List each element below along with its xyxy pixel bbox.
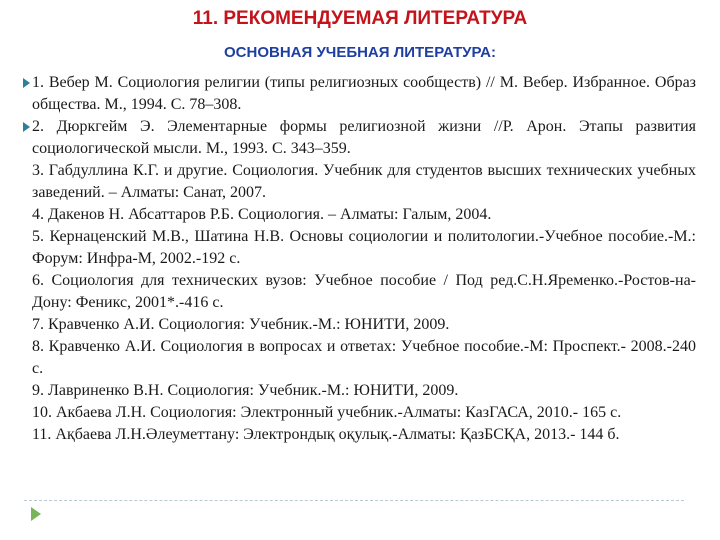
bullet-icon bbox=[23, 78, 30, 88]
reference-item bbox=[32, 72, 696, 116]
reference-item: 8. Кравченко А.И. Социология в вопросах и ответах: Учебное пособие.-М: Проспект.- 2008.-240 с. bbox=[32, 338, 696, 377]
slide-title: 11. РЕКОМЕНДУЕМАЯ ЛИТЕРАТУРА bbox=[192, 8, 528, 29]
section-subtitle: ОСНОВНАЯ УЧЕБНАЯ ЛИТЕРАТУРА: bbox=[224, 44, 496, 61]
reference-item: 9. Лавриненко В.Н. Социология: Учебник.-М.: ЮНИТИ, 2009. bbox=[32, 382, 459, 399]
reference-text: 1. Вебер М. Социология религии (типы религиозных сообществ) // М. Вебер. Избранное. Образ общества. М., 1994. С. 78–308. bbox=[32, 74, 696, 113]
reference-item bbox=[32, 116, 696, 160]
footer-divider bbox=[24, 500, 684, 501]
reference-item: 7. Кравченко А.И. Социология: Учебник.-М.: ЮНИТИ, 2009. bbox=[32, 316, 450, 333]
bullet-icon bbox=[23, 122, 30, 132]
reference-item: 6. Социология для технических вузов: Учебное пособие / Под ред.С.Н.Яременко.-Ростов-на-Дону: Феникс, 2001*.-416 с. bbox=[32, 272, 696, 311]
next-slide-arrow-icon[interactable] bbox=[31, 507, 41, 521]
reference-item: 3. Габдуллина К.Г. и другие. Социология. Учебник для студентов высших технических учебных заведений. – Алматы: Санат, 2007. bbox=[32, 162, 696, 201]
reference-list bbox=[32, 72, 696, 446]
reference-item: 10. Акбаева Л.Н. Социология: Электронный учебник.-Алматы: КазГАСА, 2010.- 165 с. bbox=[32, 404, 622, 421]
reference-item: 11. Ақбаева Л.Н.Әлеуметтану: Электрондық оқулық.-Алматы: ҚазБСҚА, 2013.- 144 б. bbox=[32, 426, 620, 443]
reference-item: 4. Дакенов Н. Абсаттаров Р.Б. Социология. – Алматы: Галым, 2004. bbox=[32, 206, 492, 223]
reference-item: 5. Кернаценский М.В., Шатина Н.В. Основы социологии и политологии.-Учебное пособие.-М.: Форум: Инфра-М, 2002.-192 с. bbox=[32, 228, 696, 267]
reference-text: 2. Дюркгейм Э. Элементарные формы религиозной жизни //Р. Арон. Этапы развития социологической мысли. М., 1993. С. 343–359. bbox=[32, 118, 696, 157]
